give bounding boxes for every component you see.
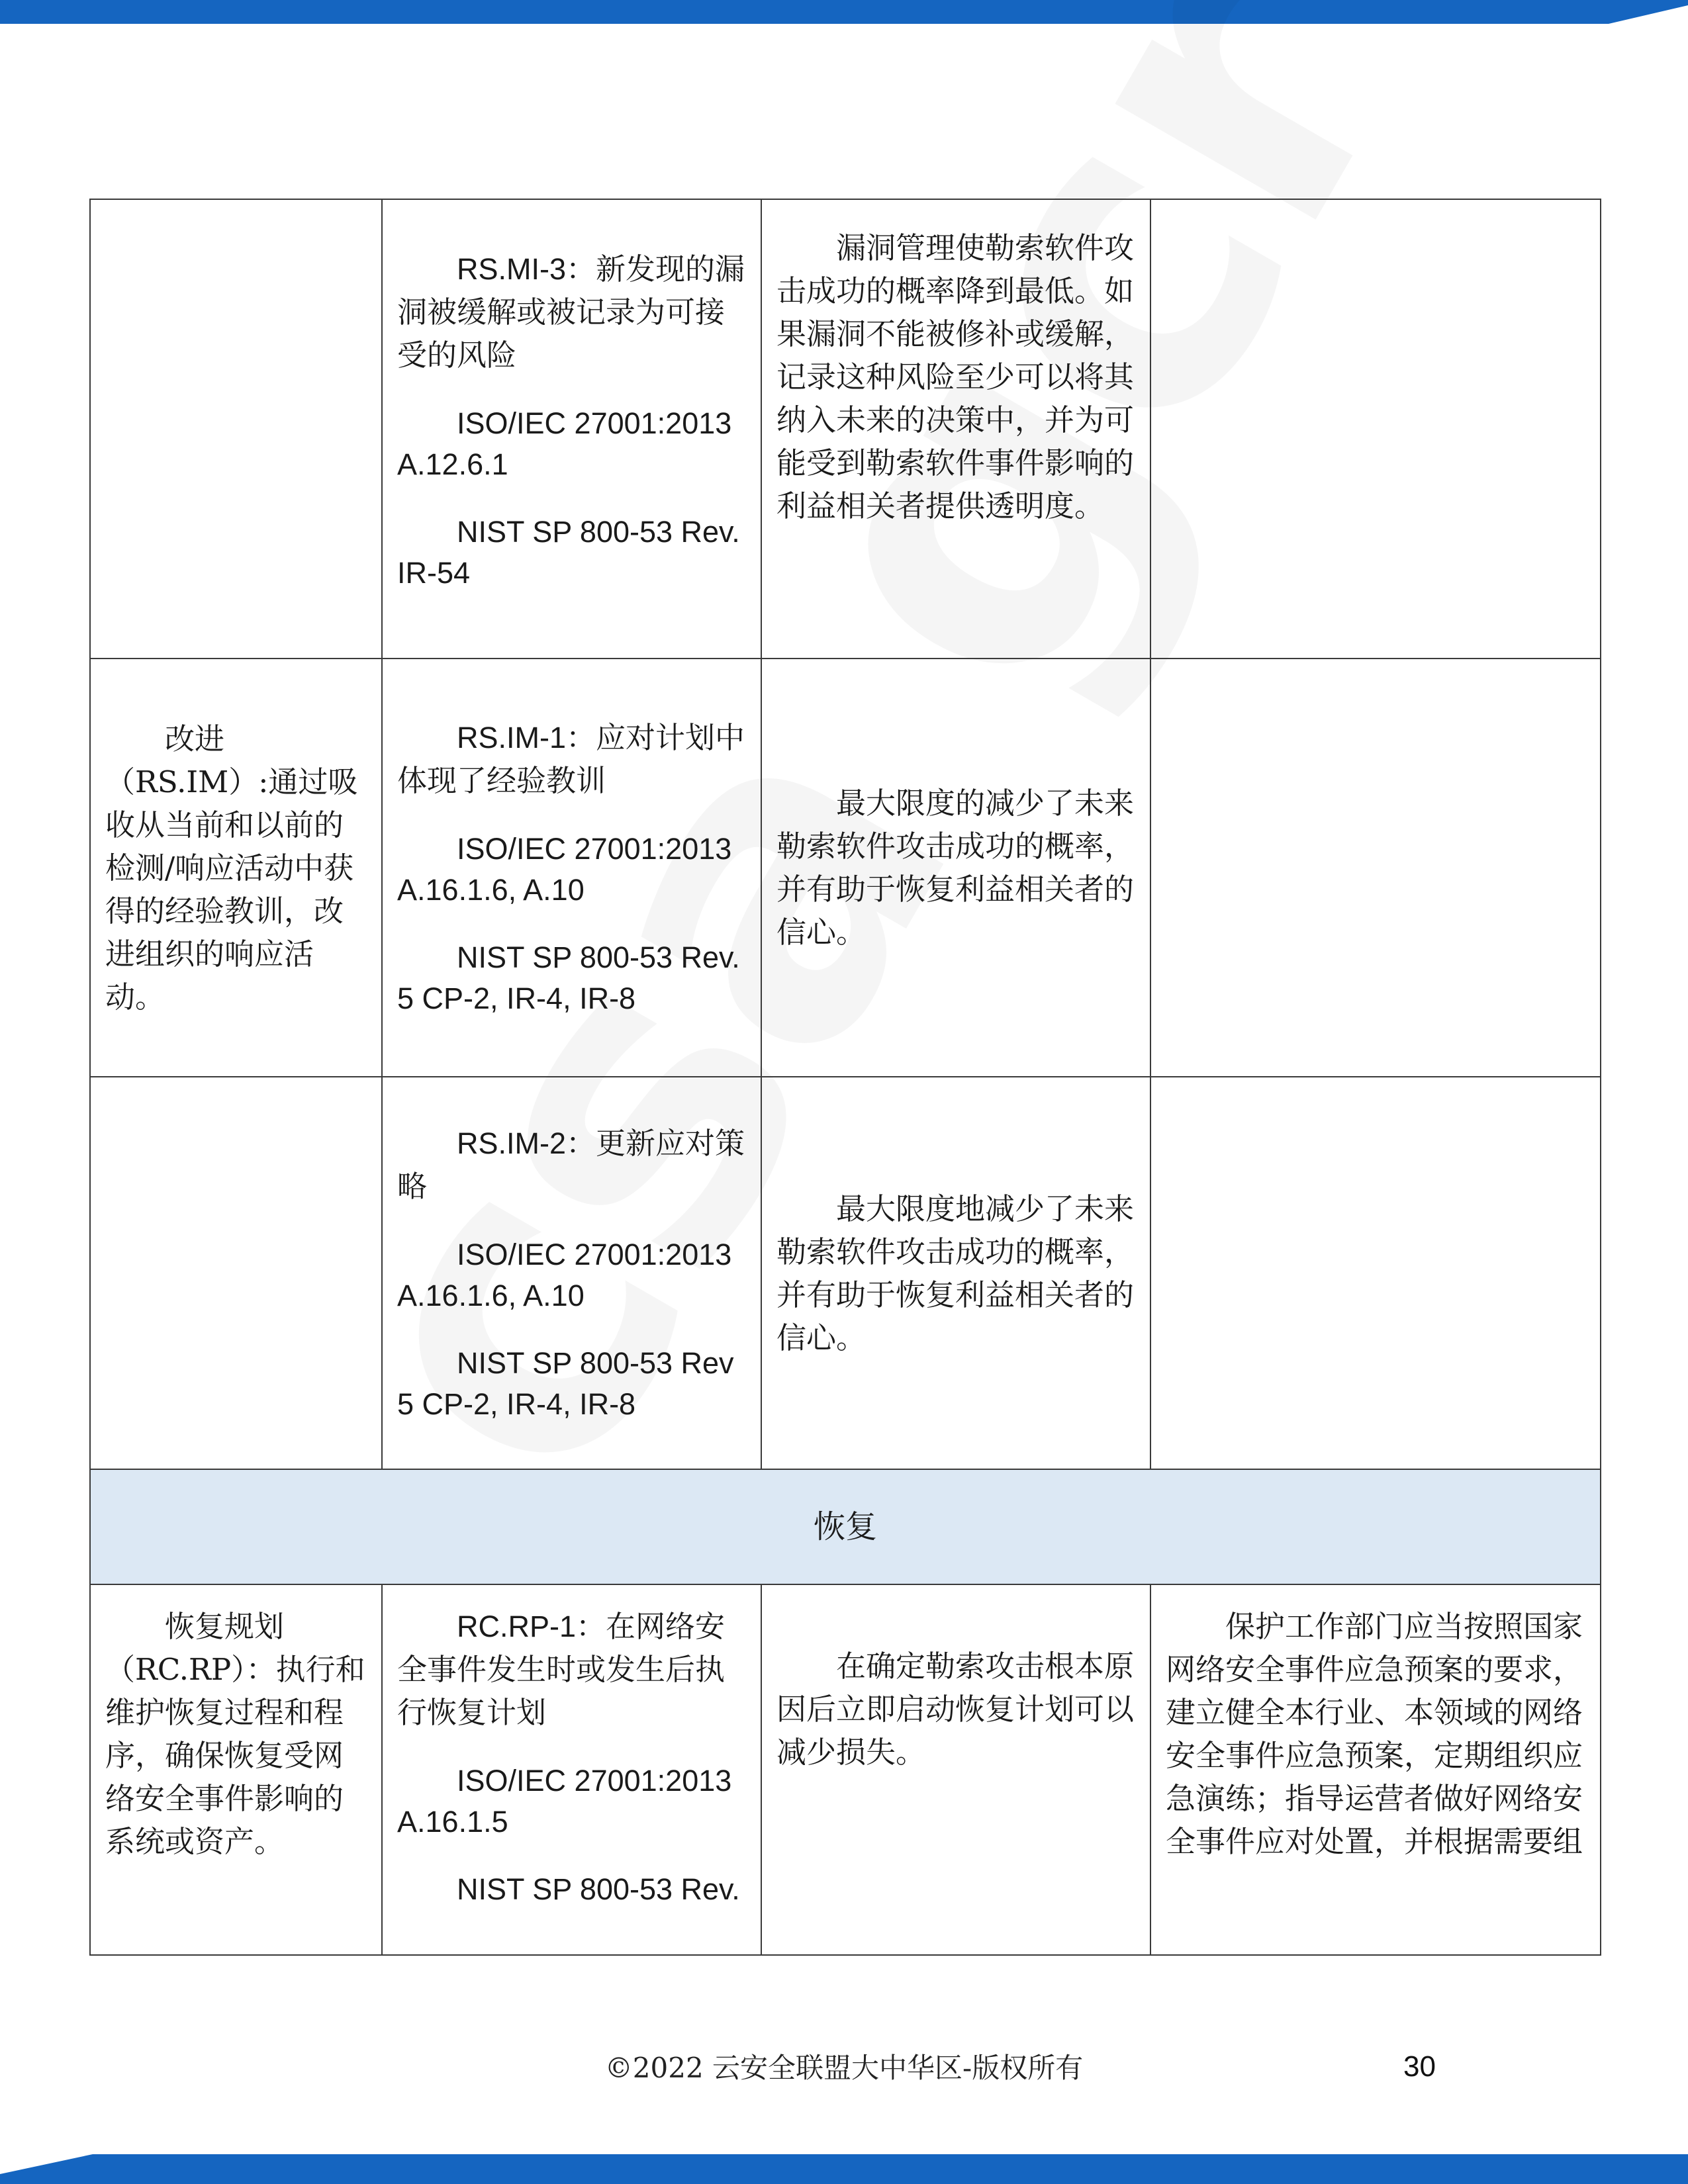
category-description: （RS.IM）:通过吸收从当前和以前的检测/响应活动中获得的经验教训，改进组织的响应活动。 [105,764,358,1015]
requirement-cell [1150,659,1601,1077]
nist-reference: NIST SP 800-53 Rev. [457,1872,740,1906]
requirement-cell [1150,1077,1601,1469]
rationale-cell [761,199,1150,659]
rationale-text: 最大限度地减少了未来勒索软件攻击成功的概率，并有助于恢复利益相关者的信心。 [776,1191,1135,1355]
top-blue-band [0,0,1688,24]
category-cell [90,1584,382,1955]
table-row [90,1077,1601,1469]
subcategory-title: RS.IM-1：应对计划中体现了经验教训 [397,720,745,798]
iso-reference: ISO/IEC 27001:2013 A.12.6.1 [397,406,732,481]
subcategory-title: RS.MI-3：新发现的漏洞被缓解或被记录为可接受的风险 [397,251,745,373]
rationale-text: 在确定勒索攻击根本原因后立即启动恢复计划可以减少损失。 [776,1649,1135,1770]
category-title: 恢复规划 [165,1609,285,1644]
footer-copyright: ©2022 云安全联盟大中华区-版权所有 [604,2052,1084,2084]
category-cell [90,659,382,1077]
category-cell [90,199,382,659]
rationale-cell [761,1584,1150,1955]
section-title: 恢复 [90,1469,1601,1584]
requirement-cell [1150,199,1601,659]
nist-reference: NIST SP 800-53 Rev 5 CP-2, IR-4, IR-8 [397,1345,734,1421]
subcategory-cell [382,199,761,659]
category-cell [90,1077,382,1469]
rationale-text: 漏洞管理使勒索软件攻击成功的概率降到最低。如果漏洞不能被修补或缓解，记录这种风险至少可以将其纳入未来的决策中，并为可能受到勒索软件事件影响的利益相关者提供透明度。 [776,230,1135,523]
nist-reference: NIST SP 800-53 Rev. 5 CP-2, IR-4, IR-8 [397,940,740,1015]
page-number: 30 [1403,2050,1436,2083]
table-row [90,1584,1601,1955]
subcategory-title: RS.IM-2：更新应对策略 [397,1125,745,1204]
subcategory-cell [382,1584,761,1955]
rationale-text: 最大限度的减少了未来勒索软件攻击成功的概率，并有助于恢复利益相关者的信心。 [776,786,1135,950]
iso-reference: ISO/IEC 27001:2013 A.16.1.6, A.10 [397,832,732,907]
table-row [90,659,1601,1077]
rationale-cell [761,659,1150,1077]
control-mapping-table [89,199,1601,1956]
iso-reference: ISO/IEC 27001:2013 A.16.1.6, A.10 [397,1237,732,1312]
iso-reference: ISO/IEC 27001:2013 A.16.1.5 [397,1764,732,1839]
nist-reference: NIST SP 800-53 Rev. IR-54 [397,515,740,590]
table-row [90,199,1601,659]
category-title: 改进 [165,721,225,756]
subcategory-cell [382,1077,761,1469]
subcategory-title: RC.RP-1：在网络安全事件发生时或发生后执行恢复计划 [397,1609,726,1730]
bottom-blue-band [0,2154,1688,2184]
rationale-cell [761,1077,1150,1469]
requirement-text: 保护工作部门应当按照国家网络安全事件应急预案的要求，建立健全本行业、本领域的网络安全事件应急预案，定期组织应急演练；指导运营者做好网络安全事件应对处置，并根据需要组 [1166,1609,1583,1859]
category-description: （RC.RP）：执行和维护恢复过程和程序，确保恢复受网络安全事件影响的系统或资产。 [105,1652,365,1859]
section-header-row [90,1469,1601,1584]
subcategory-cell [382,659,761,1077]
requirement-cell [1150,1584,1601,1955]
